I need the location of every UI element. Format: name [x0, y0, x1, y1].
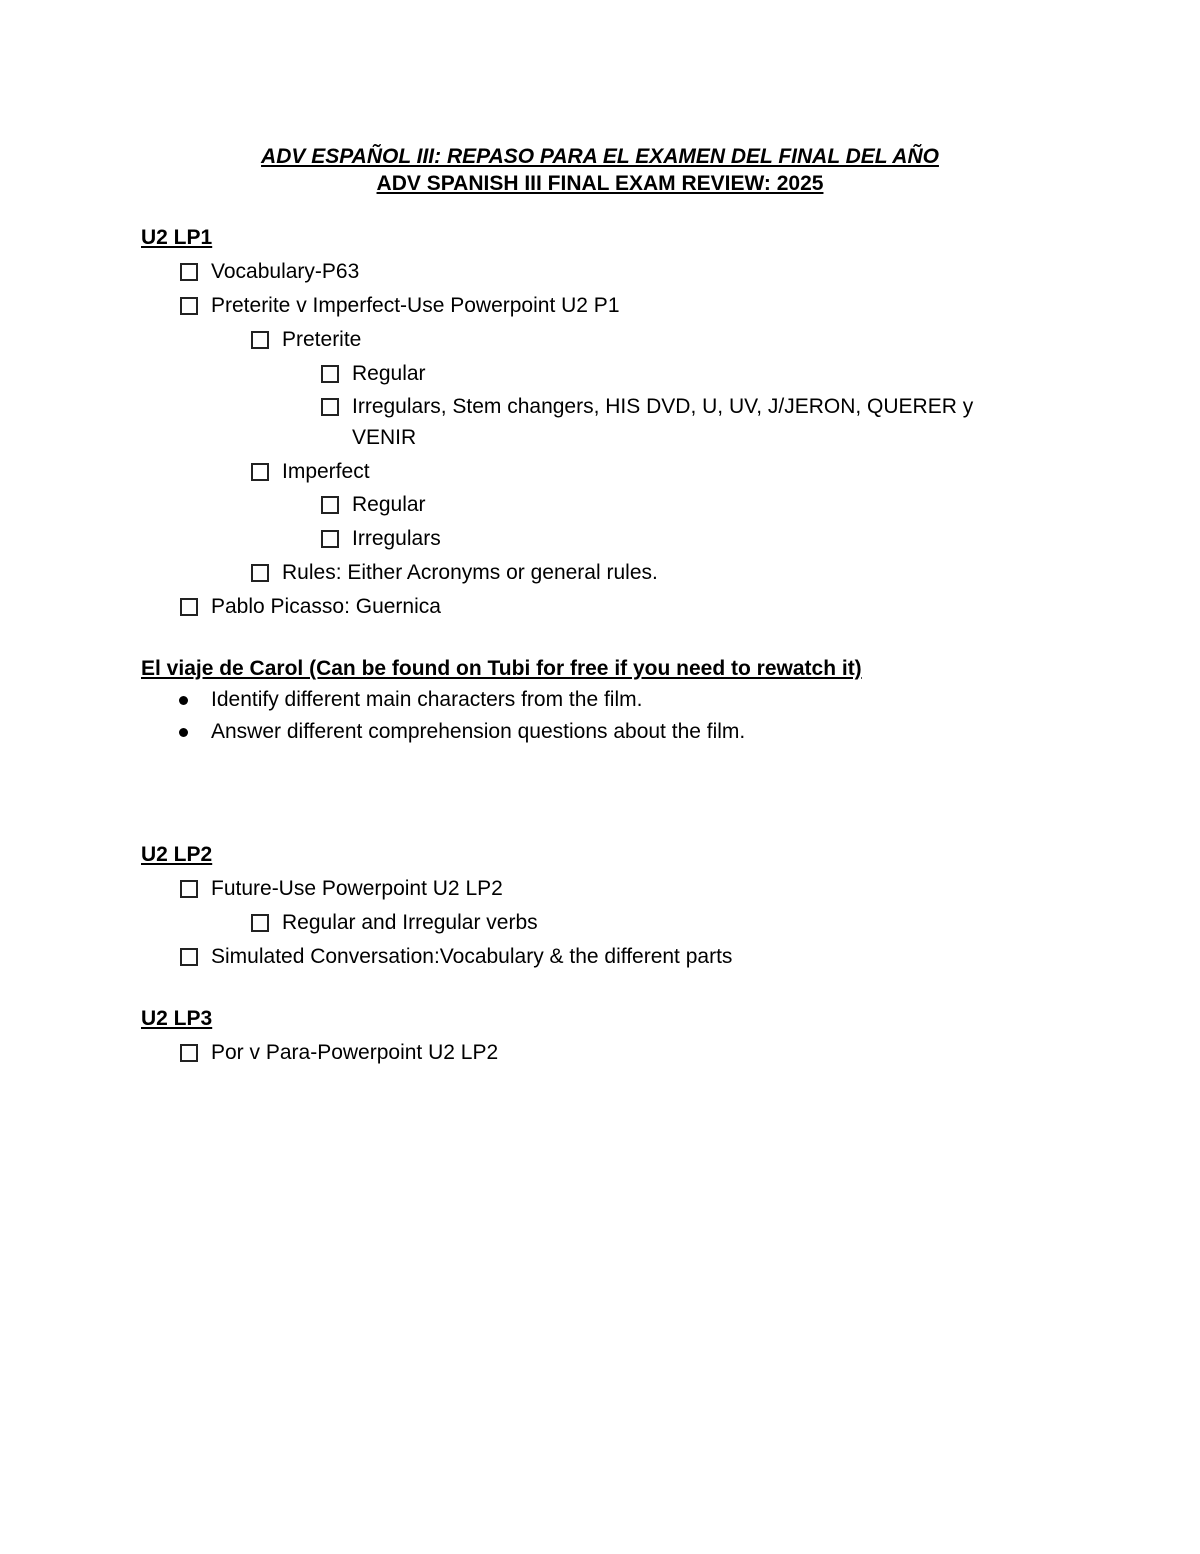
checkbox-icon[interactable] [251, 564, 269, 582]
checklist-item-label: Irregulars [352, 527, 441, 550]
checkbox-icon[interactable] [321, 496, 339, 514]
section-heading-el-viaje-de-carol: El viaje de Carol (Can be found on Tubi for free if you need to rewatch it) [141, 657, 862, 680]
checklist-item-label: Preterite [282, 328, 362, 351]
checkbox-icon[interactable] [180, 948, 198, 966]
checklist-item-label: Irregulars, Stem changers, HIS DVD, U, UV, J/JERON, QUERER y [352, 395, 974, 418]
checkbox-icon[interactable] [251, 463, 269, 481]
checkbox-icon[interactable] [180, 1044, 198, 1062]
checkbox-icon[interactable] [180, 880, 198, 898]
checklist-item-label: Rules: Either Acronyms or general rules. [282, 561, 658, 584]
document-title-spanish: ADV ESPAÑOL III: REPASO PARA EL EXAMEN DEL FINAL DEL AÑO [261, 145, 939, 168]
checkbox-icon[interactable] [321, 365, 339, 383]
checkbox-icon[interactable] [180, 263, 198, 281]
checklist-item-label: Simulated Conversation:Vocabulary & the different parts [211, 945, 733, 968]
checklist-item-label: Preterite v Imperfect-Use Powerpoint U2 P1 [211, 294, 620, 317]
checklist-item-label: Future-Use Powerpoint U2 LP2 [211, 877, 503, 900]
bullet-item-label: Answer different comprehension questions about the film. [211, 720, 746, 743]
checklist-item-label: Vocabulary-P63 [211, 260, 360, 283]
checkbox-icon[interactable] [321, 530, 339, 548]
checkbox-icon[interactable] [251, 331, 269, 349]
section-heading-u2-lp2: U2 LP2 [141, 843, 213, 866]
bullet-dot-icon [179, 696, 188, 705]
document-title-english: ADV SPANISH III FINAL EXAM REVIEW: 2025 [376, 172, 824, 195]
checklist-item-label-continued: VENIR [352, 426, 417, 449]
bullet-item-label: Identify different main characters from the film. [211, 688, 643, 711]
section-heading-u2-lp1: U2 LP1 [141, 226, 213, 249]
checklist-item-label: Regular and Irregular verbs [282, 911, 538, 934]
checklist-item-label: Pablo Picasso: Guernica [211, 595, 441, 618]
checklist-item-label: Imperfect [282, 460, 370, 483]
checklist-item-label: Por v Para-Powerpoint U2 LP2 [211, 1041, 499, 1064]
checkbox-icon[interactable] [251, 914, 269, 932]
checklist-item-label: Regular [352, 493, 426, 516]
checklist-item-label: Regular [352, 362, 426, 385]
section-heading-u2-lp3: U2 LP3 [141, 1007, 213, 1030]
checkbox-icon[interactable] [180, 297, 198, 315]
checkbox-icon[interactable] [180, 598, 198, 616]
bullet-dot-icon [179, 728, 188, 737]
checkbox-icon[interactable] [321, 398, 339, 416]
